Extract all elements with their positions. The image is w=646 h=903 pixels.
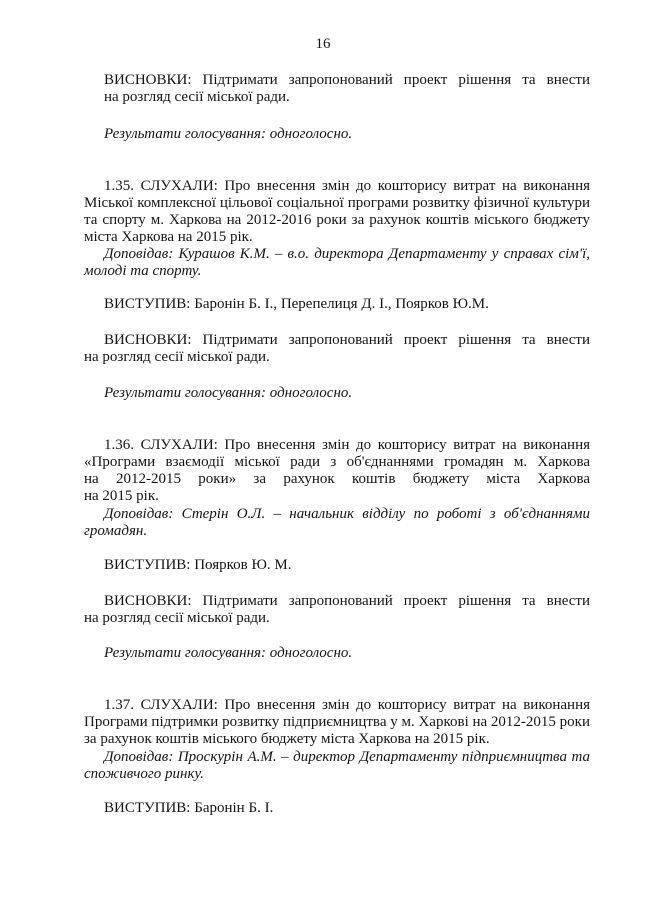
- voting-result: [84, 126, 590, 143]
- speakers-line: [84, 296, 590, 313]
- text-line: на 2012-2015 роки» за рахунок коштів бюджету міста Харкова: [84, 471, 590, 487]
- text-line: ВИСНОВКИ: Підтримати запропонований проект рішення та внести: [104, 72, 590, 88]
- speakers-line: [84, 800, 590, 817]
- speaker-report: [84, 749, 590, 783]
- conclusion-paragraph: [84, 332, 590, 366]
- text-line: Доповідав: Проскурін А.М. – директор Департаменту підприємництва та: [104, 749, 590, 765]
- page-number: 16: [315, 36, 331, 52]
- text-line: Міської комплексної цільової соціальної програми розвитку фізичної культури: [84, 195, 590, 211]
- text-line: Результати голосування: одноголосно.: [104, 126, 353, 142]
- text-line: Доповідав: Стерін О.Л. – начальник відділу по роботі з об'єднаннями: [104, 506, 590, 522]
- text-line: ВИСНОВКИ: Підтримати запропонований проект рішення та внести: [104, 332, 590, 348]
- text-line: 1.35. СЛУХАЛИ: Про внесення змін до кошторису витрат на виконання: [104, 178, 590, 194]
- text-line: споживчого ринку.: [84, 766, 204, 782]
- text-line: молоді та спорту.: [84, 263, 202, 279]
- voting-result: [84, 385, 590, 402]
- text-line: 1.36. СЛУХАЛИ: Про внесення змін до кошторису витрат на виконання: [104, 437, 590, 453]
- text-line: на розгляд сесії міської ради.: [104, 89, 290, 105]
- text-line: 1.37. СЛУХАЛИ: Про внесення змін до кошторису витрат на виконання: [104, 697, 590, 713]
- text-line: та спорту м. Харкова на 2012-2016 роки за рахунок коштів міського бюджету: [84, 212, 590, 228]
- text-line: Результати голосування: одноголосно.: [104, 385, 353, 401]
- text-line: Доповідав: Курашов К.М. – в.о. директора Департаменту у справах сім'ї,: [104, 246, 590, 262]
- text-line: «Програми взаємодії міської ради з об'єднаннями громадян м. Харкова: [84, 454, 590, 470]
- text-line: ВИСТУПИВ: Баронін Б. І.: [104, 800, 274, 816]
- heard-item-1-37: [84, 697, 590, 748]
- conclusion-paragraph: [84, 593, 590, 627]
- text-line: за рахунок коштів міського бюджету міста Харкова на 2015 рік.: [84, 731, 490, 747]
- text-line: ВИСТУПИВ: Баронін Б. І., Перепелиця Д. І., Поярков Ю.М.: [104, 296, 489, 312]
- heard-item-1-36: [84, 437, 590, 505]
- text-line: на розгляд сесії міської ради.: [84, 349, 270, 365]
- speakers-line: [84, 557, 590, 574]
- voting-result: [84, 645, 590, 662]
- speaker-report: [84, 246, 590, 280]
- speaker-report: [84, 506, 590, 540]
- text-line: на 2015 рік.: [84, 488, 159, 504]
- conclusion-paragraph: [84, 72, 590, 106]
- text-line: громадян.: [84, 523, 148, 539]
- text-line: Результати голосування: одноголосно.: [104, 645, 353, 661]
- text-line: ВИСТУПИВ: Поярков Ю. М.: [104, 557, 292, 573]
- text-line: ВИСНОВКИ: Підтримати запропонований проект рішення та внести: [104, 593, 590, 609]
- text-line: міста Харкова на 2015 рік.: [84, 229, 253, 245]
- text-line: Програми підтримки розвитку підприємництва у м. Харкові на 2012-2015 роки: [84, 714, 590, 730]
- text-line: на розгляд сесії міської ради.: [84, 610, 270, 626]
- heard-item-1-35: [84, 178, 590, 246]
